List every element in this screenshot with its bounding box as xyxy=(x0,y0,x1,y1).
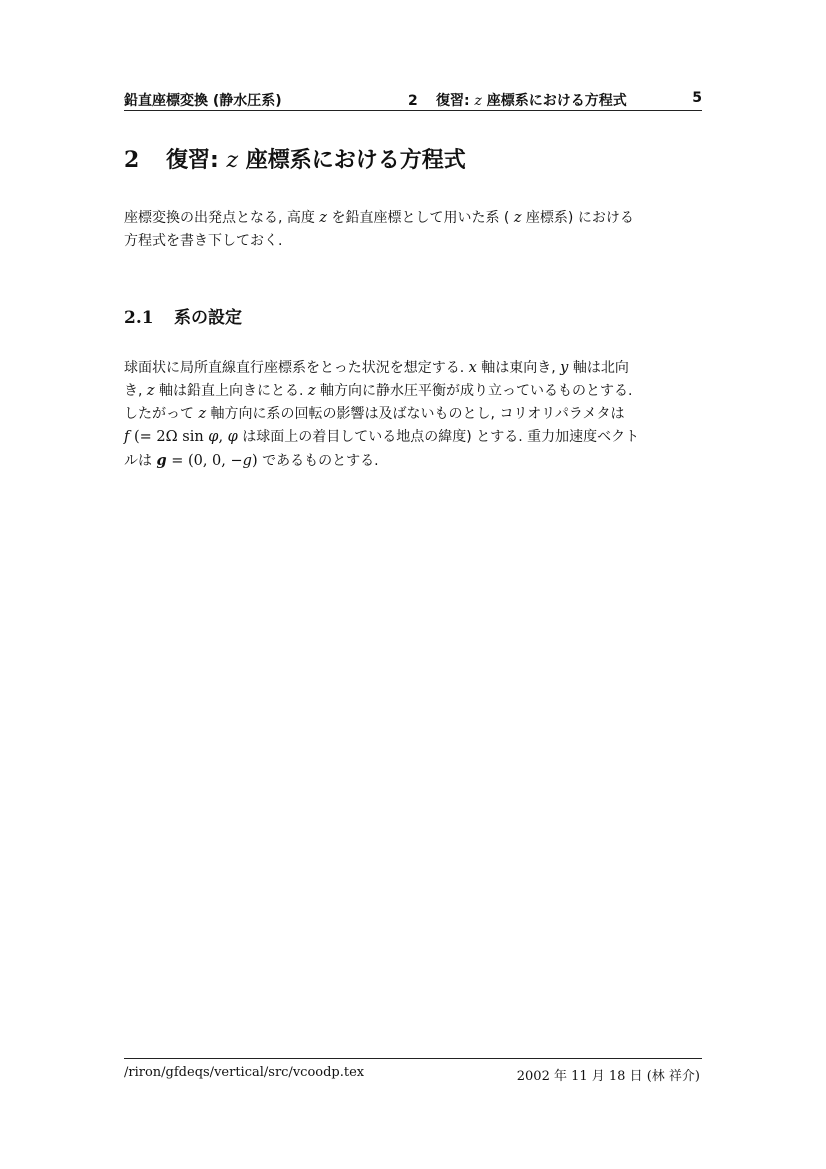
running-footer xyxy=(124,1058,702,1087)
math-var: y xyxy=(560,360,569,376)
setup-line-3 xyxy=(124,403,704,426)
header-document-title: 鉛直座標変換 (静水圧系) xyxy=(124,93,282,109)
intro-line-1 xyxy=(124,207,704,230)
intro-text: を鉛直座標として用いた系 ( xyxy=(327,210,514,226)
setup-line-5 xyxy=(124,449,704,473)
setup-line-4 xyxy=(124,426,704,449)
math-var: φ xyxy=(227,429,238,445)
setup-text: 球面状に局所直線直行座標系をとった状況を想定する. xyxy=(124,360,469,376)
footer-file-path: /riron/gfdeqs/vertical/src/vcoodp.tex xyxy=(124,1065,365,1080)
setup-text: き, xyxy=(124,383,147,399)
header-section-title-pre: 復習: xyxy=(436,93,475,109)
setup-text: 軸方向に静水圧平衡が成り立っているものとする. xyxy=(315,383,633,399)
subsection-heading xyxy=(124,303,242,328)
setup-line-1 xyxy=(124,357,704,380)
math-var: z xyxy=(146,383,155,399)
math-var: z xyxy=(513,210,522,226)
setup-text: 軸方向に系の回転の影響は及ばないものとし, コリオリパラメタは xyxy=(206,406,625,422)
intro-text: 座標変換の出発点となる, 高度 xyxy=(124,210,320,226)
intro-text: 方程式を書き下しておく. xyxy=(124,233,283,249)
math-expression: (= 2Ω sin xyxy=(129,429,209,445)
intro-line-2 xyxy=(124,230,704,253)
setup-text: したがって xyxy=(124,406,199,422)
setup-paragraph xyxy=(124,357,704,473)
setup-text: 軸は北向 xyxy=(568,360,629,376)
running-header xyxy=(124,88,702,111)
math-vector: g xyxy=(156,452,167,469)
section-heading xyxy=(124,143,466,174)
header-section-title xyxy=(408,90,627,110)
footer-date-author: 2002 年 11 月 18 日 (林 祥介) xyxy=(516,1069,700,1084)
math-expression: = (0, 0, − xyxy=(166,453,243,469)
header-section-title-var: z xyxy=(474,93,482,109)
math-var: f xyxy=(124,429,130,445)
setup-text: ルは xyxy=(124,453,157,469)
subsection-number: 2.1 xyxy=(124,308,154,328)
math-expression: ) xyxy=(251,453,258,469)
section-title-post: 座標系における方程式 xyxy=(238,148,466,173)
header-section-title-post: 座標系における方程式 xyxy=(481,93,627,109)
setup-line-2 xyxy=(124,380,704,403)
setup-text: は球面上の着目している地点の緯度) とする. 重力加速度ベクト xyxy=(237,429,640,445)
setup-text: 軸は鉛直上向きにとる. xyxy=(154,383,308,399)
math-var: x xyxy=(468,360,477,376)
page-number: 5 xyxy=(692,90,702,106)
math-var: z xyxy=(307,383,316,399)
header-section-number: 2 xyxy=(408,93,418,109)
section-title-pre: 復習: xyxy=(166,148,227,173)
math-var: g xyxy=(242,453,252,469)
intro-text: 座標系) における xyxy=(521,210,634,226)
setup-text: であるものとする. xyxy=(257,453,379,469)
math-expression: , xyxy=(218,429,228,445)
setup-text: 軸は東向き, xyxy=(476,360,561,376)
math-var: φ xyxy=(208,429,219,445)
intro-paragraph xyxy=(124,207,704,253)
section-title-var: z xyxy=(226,148,239,173)
math-var: z xyxy=(198,406,207,422)
section-number: 2 xyxy=(124,147,140,173)
math-var: z xyxy=(319,210,327,226)
subsection-title: 系の設定 xyxy=(174,308,242,328)
